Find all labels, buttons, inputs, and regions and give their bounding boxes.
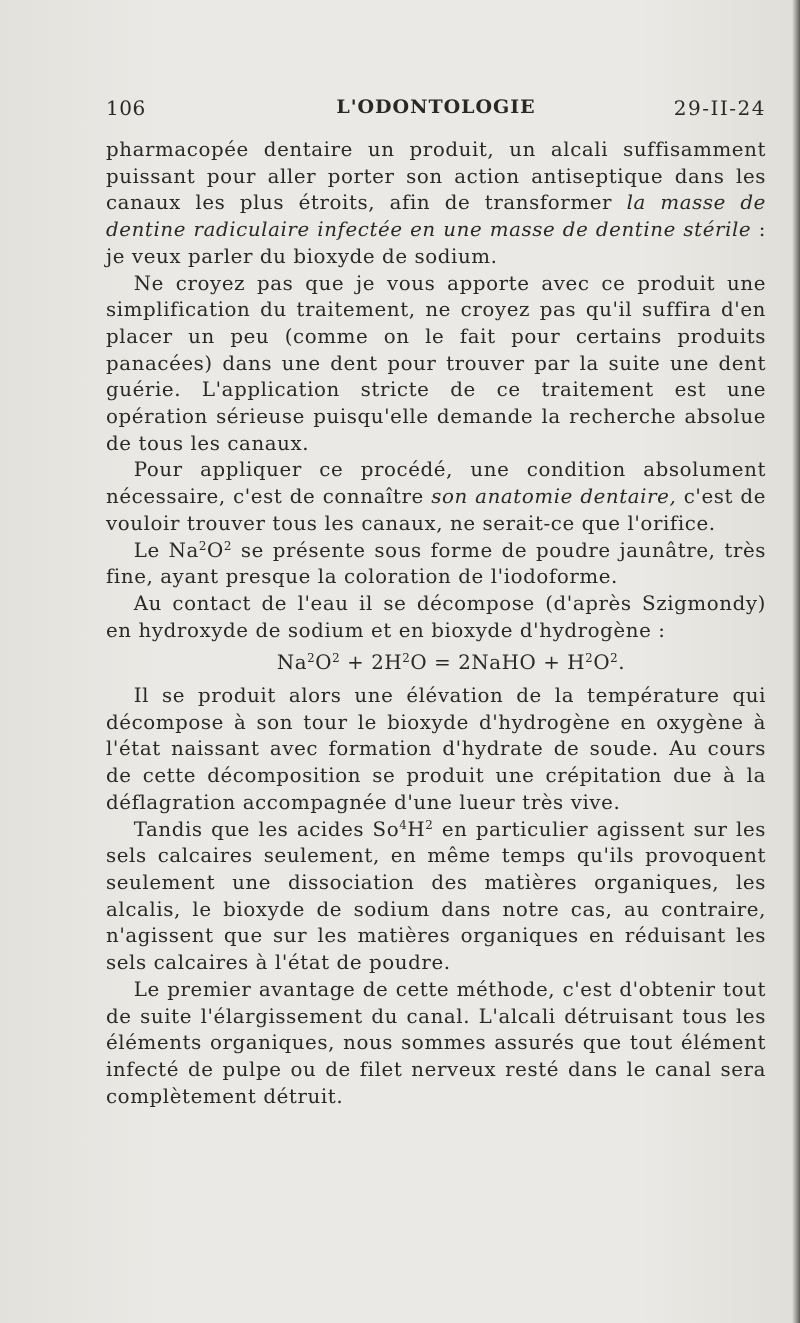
paragraph-5: Au contact de l'eau il se décompose (d'après Szigmondy) en hydroxyde de sodium et en bioxyde d'hydrogène : (106, 591, 766, 642)
paragraph-7: Tandis que les acides $So^4H^2$ en particulier agissent sur les sels calcaires seulement, en même temps qu'ils provoquent seulement une dissociation des matières organiques, les alcalis, le bioxyde de sodium dans notre cas, au contraire, n'agissent que sur les matières organiques en réduisant les sels calcaires à l'état de poudre. (106, 817, 767, 975)
paragraph-6: Il se produit alors une élévation de la température qui décompose à son tour le bioxyde d'hydrogène en oxygène à l'état naissant avec formation d'hydrate de soude. Au cours de cette décomposition se produit une crépitation due à la déflagration accompagnée d'une lueur très vive. (106, 684, 766, 814)
page-number: 106 (106, 96, 146, 120)
issue-date: 29-II-24 (673, 96, 766, 120)
page-edge-shadow (792, 0, 800, 1323)
running-title: L'ODONTOLOGIE (336, 96, 536, 118)
paragraph-1: pharmacopée dentaire un produit, un alcali suffisamment puissant pour aller porter son action antiseptique dans les canaux les plus étroits, afin de transformer la masse de dentine radiculaire infectée en une masse de dentine stérile : je veux parler du bioxyde de sodium. (106, 138, 766, 268)
body-text (106, 137, 766, 1110)
paragraph-2: Ne croyez pas que je vous apporte avec ce produit une simplification du traitement, ne croyez pas qu'il suffira d'en placer un peu (comme on le fait pour certains produits panacées) dans une dent pour trouver par la suite une dent guérie. L'application stricte de ce traitement est une opération sérieuse puisqu'elle demande la recherche absolue de tous les canaux. (106, 271, 766, 455)
paragraph-4: Le $Na^2O^2$ se présente sous forme de poudre jaunâtre, très fine, ayant presque la coloration de l'iodoforme. (106, 538, 767, 589)
chemical-equation: $Na^2O^2 + 2H^2O$ = 2NaHO + $H^2O^2$. (276, 651, 626, 675)
emphasis-text: la masse de dentine radiculaire infectée en une masse de dentine stérile (106, 191, 766, 242)
emphasis-text: son anatomie dentaire, (431, 485, 677, 509)
paragraph-8: Le premier avantage de cette méthode, c'est d'obtenir tout de suite l'élargissement du canal. L'alcali détruisant tous les éléments organiques, nous sommes assurés que tout élément infecté de pulpe ou de filet nerveux resté dans le canal sera complètement détruit. (106, 977, 766, 1108)
paragraph-3: Pour appliquer ce procédé, une condition absolument nécessaire, c'est de connaître son anatomie dentaire, c'est de vouloir trouver tous les canaux, ne serait-ce que l'orifice. (106, 458, 767, 535)
page-header (106, 96, 766, 126)
